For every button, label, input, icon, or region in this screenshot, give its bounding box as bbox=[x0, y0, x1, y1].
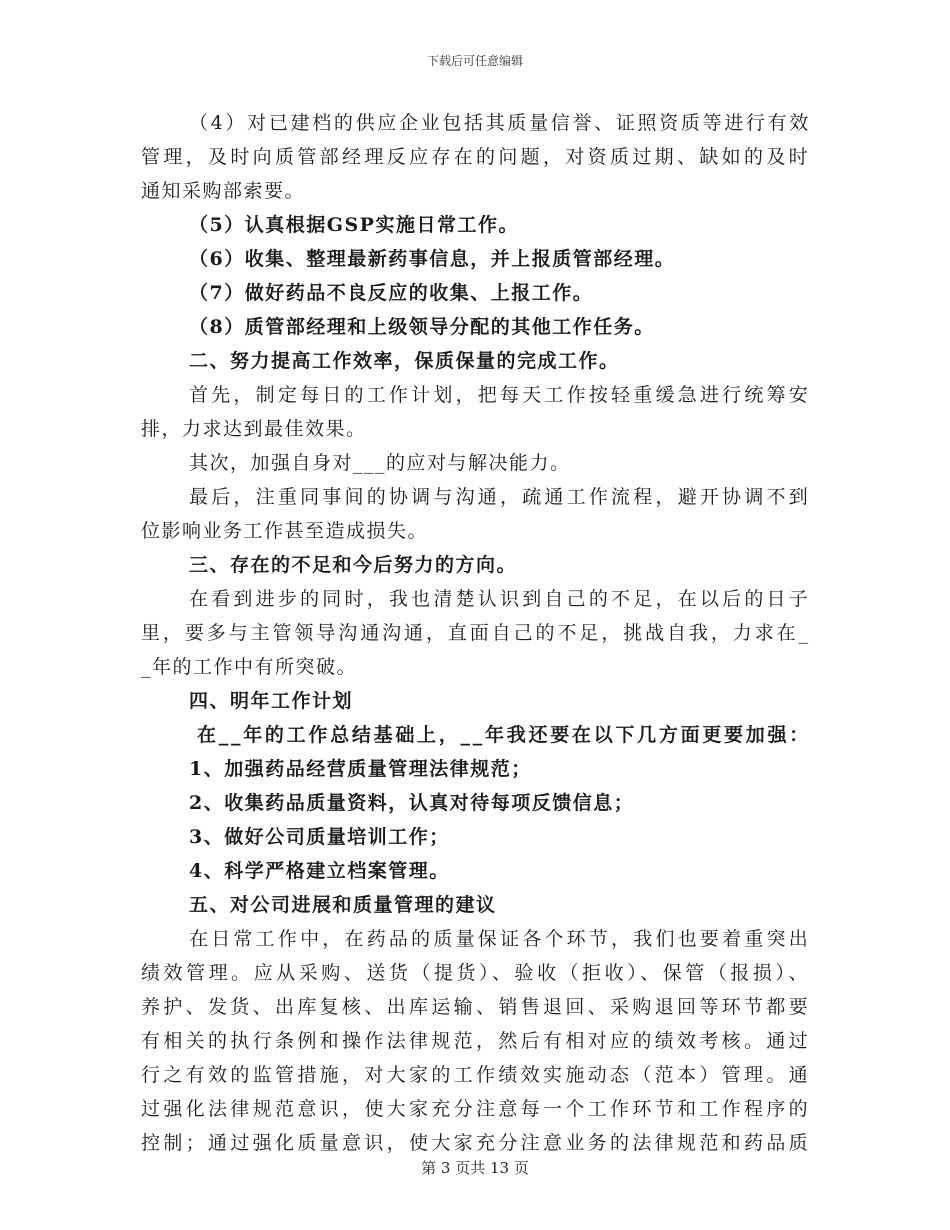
text-line: 过强化法律规范意识，使大家充分注意每一个工作环节和工作程序的 bbox=[141, 1098, 811, 1120]
text-line: 行之有效的监管措施，对大家的工作绩效实施动态（范本）管理。通 bbox=[141, 1064, 811, 1086]
text-line: 1、加强药品经营质量管理法律规范； bbox=[189, 758, 532, 780]
page-footer: 第 3 页共 13 页 bbox=[421, 1159, 529, 1177]
text-line: 4、科学严格建立档案管理。 bbox=[189, 860, 450, 882]
text-line: 2、收集药品质量资料，认真对待每项反馈信息； bbox=[189, 792, 635, 814]
text-line: 养护、发货、出库复核、出库运输、销售退回、采购退回等环节都要 bbox=[141, 996, 811, 1018]
text-line: 通知采购部索要。 bbox=[141, 180, 306, 202]
text-line: 在__年的工作总结基础上，__年我还要在以下几方面更要加强： bbox=[197, 724, 811, 746]
text-line: 在看到进步的同时，我也清楚认识到自己的不足，在以后的日子 bbox=[189, 588, 811, 610]
text-line: 里，要多与主管领导沟通沟通，直面自己的不足，挑战自我，力求在_ bbox=[141, 622, 811, 644]
text-line: （4）对已建档的供应企业包括其质量信誉、证照资质等进行有效 bbox=[189, 112, 811, 134]
text-line: 有相关的执行条例和操作法律规范，然后有相对应的绩效考核。通过 bbox=[141, 1030, 811, 1052]
text-line: 管理，及时向质管部经理反应存在的问题，对资质过期、缺如的及时 bbox=[141, 146, 811, 168]
text-line: 位影响业务工作甚至造成损失。 bbox=[141, 520, 429, 542]
text-line: 二、努力提高工作效率，保质保量的完成工作。 bbox=[189, 350, 620, 372]
text-line: 排，力求达到最佳效果。 bbox=[141, 418, 367, 440]
text-line: _年的工作中有所突破。 bbox=[141, 656, 358, 678]
text-line: （8）质管部经理和上级领导分配的其他工作任务。 bbox=[189, 316, 655, 338]
text-line: 3、做好公司质量培训工作； bbox=[189, 826, 450, 848]
text-line: 控制；通过强化质量意识，使大家充分注意业务的法律规范和药品质 bbox=[141, 1132, 811, 1154]
text-line: 三、存在的不足和今后努力的方向。 bbox=[189, 554, 518, 576]
text-line: （7）做好药品不良反应的收集、上报工作。 bbox=[189, 282, 594, 304]
text-line: 其次，加强自身对___的应对与解决能力。 bbox=[189, 452, 571, 474]
text-line: 在日常工作中，在药品的质量保证各个环节，我们也要着重突出 bbox=[189, 928, 811, 950]
text-line: 绩效管理。应从采购、送货（提货）、验收（拒收）、保管（报损）、 bbox=[141, 962, 811, 984]
document-body bbox=[141, 106, 811, 1160]
text-line: （6）收集、整理最新药事信息，并上报质管部经理。 bbox=[189, 248, 676, 270]
text-line: 四、明年工作计划 bbox=[189, 690, 354, 712]
text-line: 五、对公司进展和质量管理的建议 bbox=[189, 894, 497, 916]
text-line: 最后，注重同事间的协调与沟通，疏通工作流程，避开协调不到 bbox=[189, 486, 811, 508]
text-line: （5）认真根据GSP实施日常工作。 bbox=[189, 214, 519, 236]
text-line: 首先，制定每日的工作计划，把每天工作按轻重缓急进行统筹安 bbox=[189, 384, 811, 406]
page-header: 下载后可任意编辑 bbox=[426, 54, 523, 68]
